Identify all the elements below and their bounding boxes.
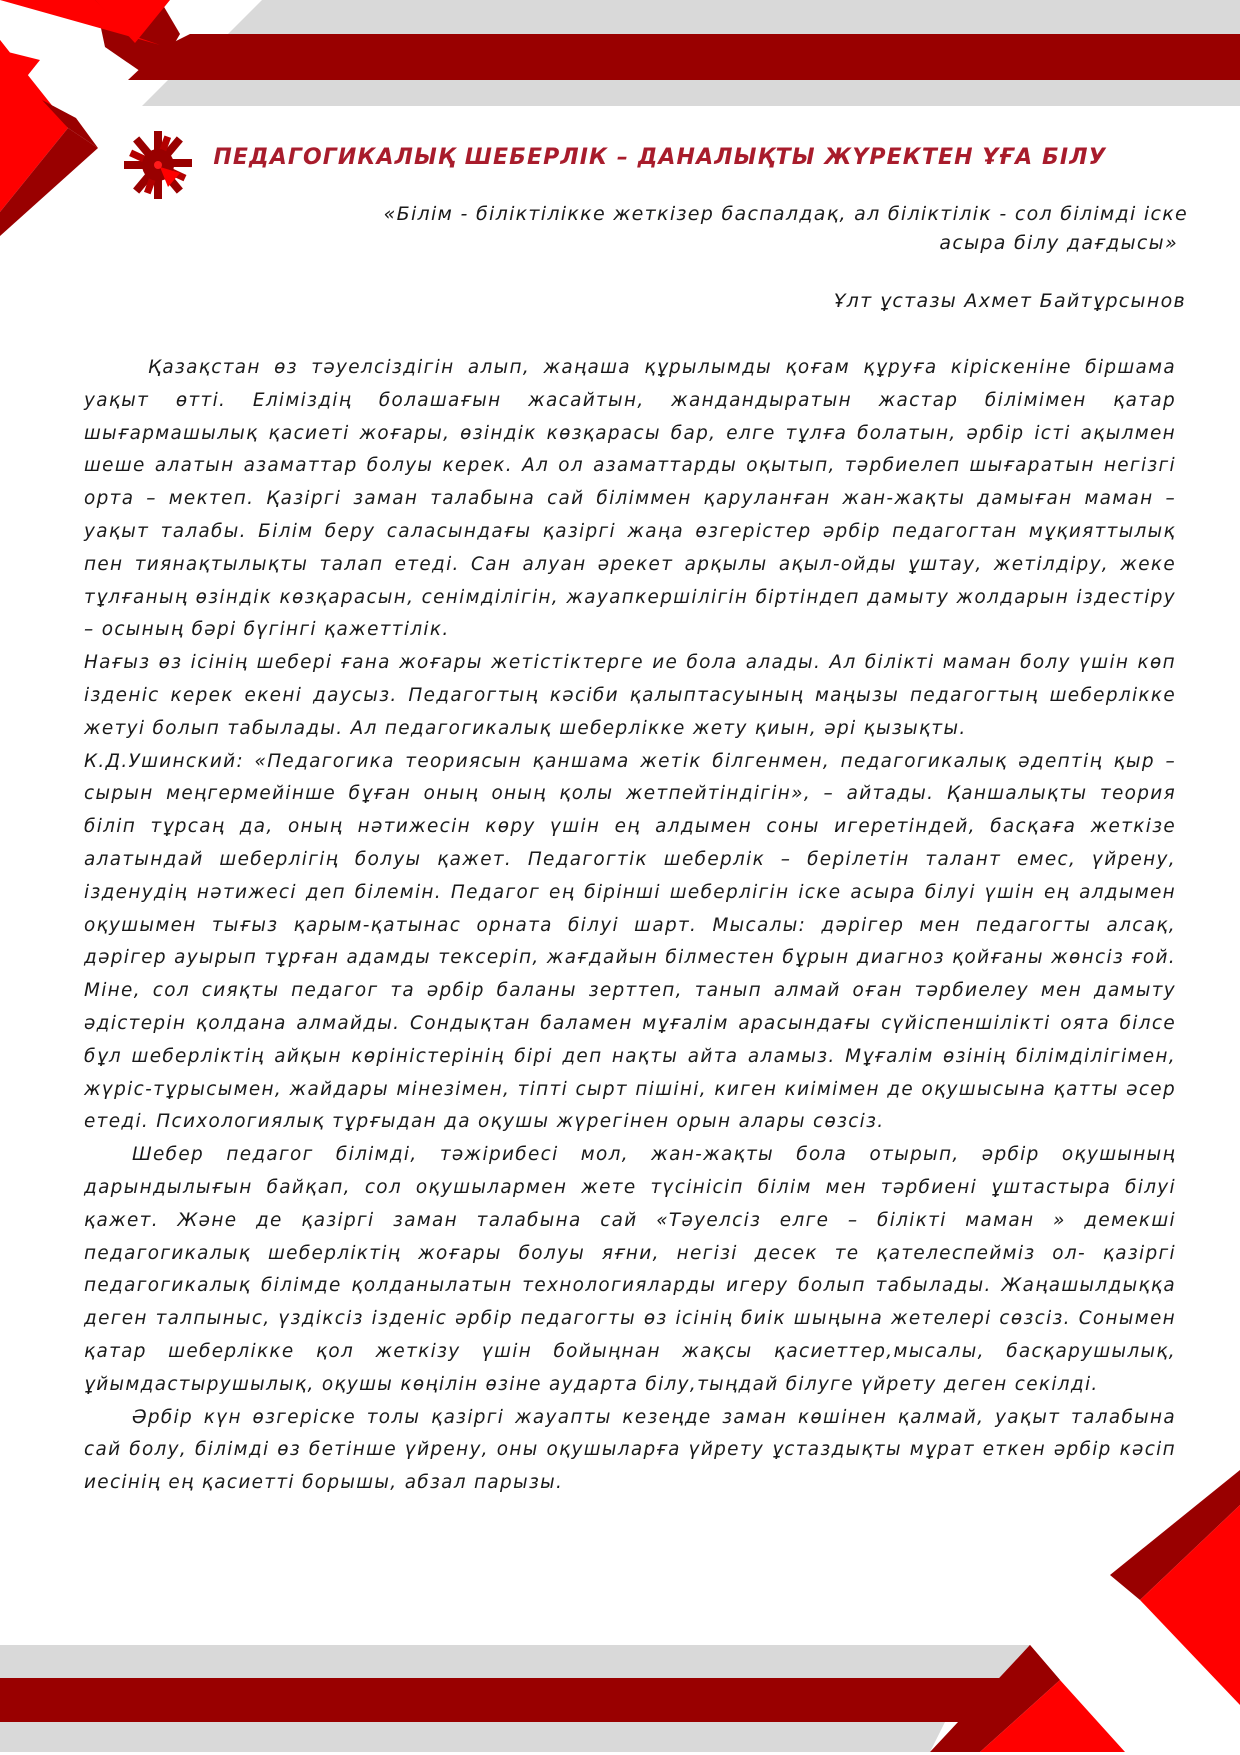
red-sunburst-icon (118, 125, 198, 205)
paragraph: Шебер педагог білімді, тәжірибесі мол, жан-жақты бола отырып, әрбір оқушының дарындылығын байқап, сол оқушылармен жете түсінісіп білім мен тәрбиені ұштастыра білуі қажет. Және де қазіргі заман талабына сай «Тәуелсіз елге – білікті маман » демекші педагогикалық шеберліктің жоғары болуы яғни, негізі десек те қателеспейміз ол- қазіргі педагогикалық білімде қолданылатын технологияларды игеру болып табылады. Жаңашылдыққа деген талпыныс, үздіксіз ізденіс әрбір педагогты өз ісінің биік шыңына жетелері сөзсіз. Сонымен қатар шеберлікке қол жеткізу үшін бойыңнан жақсы қасиеттер,мысалы, басқарушылық, ұйымдастырушылық, оқушы көңілін өзіне аударта білу,тыңдай білуге үйрету деген секілді. (84, 1144, 1176, 1395)
epigraph-author: Ұлт ұстазы Ахмет Байтұрсынов (833, 290, 1186, 312)
epigraph-line-1: «Білім - біліктілікке жеткізер баспалдақ, ал біліктілік - сол білімді іске (383, 203, 1188, 225)
paragraph: Қазақстан өз тәуелсіздігін алып, жаңаша құрылымды қоғам құруға кіріскеніне біршама уақыт өтті. Еліміздің болашағын жасайтын, жандандыратын жастар білімімен қатар шығармашылық қасиеті жоғары, өзіндік көзқарасы бар, елге тұлға болатын, әрбір істі ақылмен шеше алатын азаматтар болуы керек. Ал ол азаматтарды оқытып, тәрбиелеп шығаратын негізгі орта – мектеп. Қазіргі заман талабына сай біліммен қаруланған жан-жақты дамыған маман – уақыт талабы. Білім беру саласындағы қазіргі жаңа өзгерістер әрбір педагогтан мұқияттылық пен тиянақтылықты талап етеді. Сан алуан әрекет арқылы ақыл-ойды ұштау, жетілдіру, жеке тұлғаның өзіндік көзқарасын, сенімділігін, жауапкершілігін біртіндеп дамыту жолдарын іздестіру – осының бәрі бүгінгі қажеттілік. (84, 357, 1176, 641)
paragraph: К.Д.Ушинский: «Педагогика теориясын қаншама жетік білгенмен, педагогикалық әдептің қыр – сырын меңгермейінше бұған оның оның қолы жетпейтіндігін», – айтады. Қаншалықты теория біліп тұрсаң да, оның нәтижесін көру үшін ең алдымен соны игеретіндей, басқаға жеткізе алатындай шеберлігің болуы қажет. Педагогтік шеберлік – берілетін талант емес, үйрену, ізденудің нәтижесі деп білемін. Педагог ең бірінші шеберлігін іске асыра білуі үшін ең алдымен оқушымен тығыз қарым-қатынас орната білуі шарт. Мысалы: дәрігер мен педагогты алсақ, дәрігер ауырып тұрған адамды тексеріп, жағдайын білместен бұрын диагноз қойғаны жөнсіз ғой. Міне, сол сияқты педагог та әрбір баланы зерттеп, танып алмай оған тәрбиелеу мен дамыту әдістерін қолдана алмайды. Сондықтан баламен мұғалім арасындағы сүйіспеншілікті оята білсе бұл шеберліктің айқын көріністерінің бірі деп нақты айта аламыз. Мұғалім өзінің білімділігімен, жүріс-тұрысымен, жайдары мінезімен, тіпті сырт пішіні, киген киімімен де оқушысына қатты әсер етеді. Психологиялық тұрғыдан да оқушы жүрегінен орын алары сөзсіз. (84, 750, 1176, 1133)
article-body (84, 352, 1176, 1500)
document-title: ПЕДАГОГИКАЛЫҚ ШЕБЕРЛІК – ДАНАЛЫҚТЫ ЖҮРЕКТЕН ҰҒА БІЛУ (213, 145, 1107, 170)
epigraph-quote (330, 200, 1188, 258)
paragraph: Нағыз өз ісінің шебері ғана жоғары жетістіктерге ие бола алады. Ал білікті маман болу үшін көп ізденіс керек екені даусыз. Педагогтың кәсіби қалыптасуының маңызы педагогтың шеберлікке жетуі болып табылады. Ал педагогикалық шеберлікке жету қиын, әрі қызықты. (84, 652, 1176, 739)
paragraph: Әрбір күн өзгеріске толы қазіргі жауапты кезеңде заман көшінен қалмай, уақыт талабына сай болу, білімді өз бетінше үйрену, оны оқушыларға үйрету ұстаздықты мұрат еткен әрбір кәсіп иесінің ең қасиетті борышы, абзал парызы. (84, 1406, 1176, 1494)
epigraph-line-2: асыра білу дағдысы» (939, 232, 1178, 254)
